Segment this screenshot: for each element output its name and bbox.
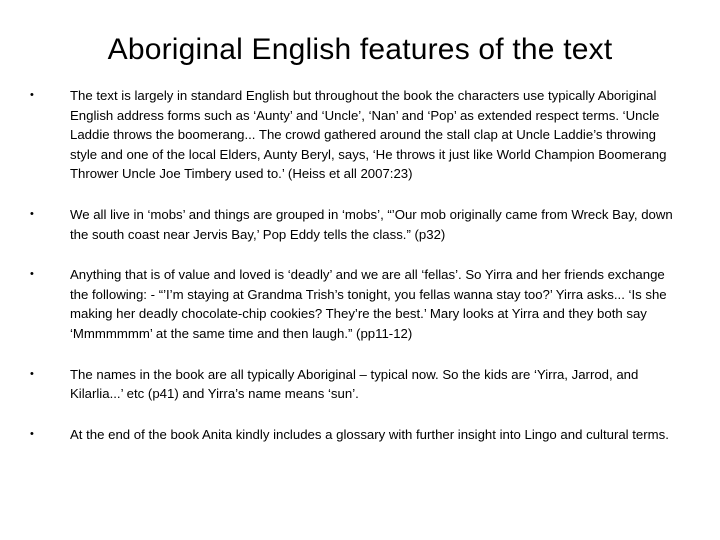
bullet-text: At the end of the book Anita kindly includes a glossary with further insight into Lingo and cultural terms. [70,426,669,442]
bullet-text: The names in the book are all typically Aboriginal – typical now. So the kids are ‘Yirra, Jarrod, and Kilarlia...’ etc (p41) and Yirra’s name means ‘sun’. [70,366,639,402]
bullet-list [30,86,685,465]
bullet-item-glossary [30,425,685,445]
bullet-dot-icon: • [30,367,34,380]
bullet-item-deadly-fellas [30,265,685,343]
bullet-item-address-forms [30,86,685,184]
bullet-text: We all live in ‘mobs’ and things are grouped in ‘mobs’, “’Our mob originally came from Wreck Bay, down the south coast near Jervis Bay,’ Pop Eddy tells the class.” (p32) [70,206,673,242]
bullet-dot-icon: • [30,89,34,101]
bullet-item-mobs [30,205,685,244]
bullet-dot-icon: • [30,207,34,220]
slide-title: Aboriginal English features of the text [107,33,613,66]
bullet-item-names [30,365,685,404]
bullet-dot-icon: • [30,268,34,281]
bullet-text: The text is largely in standard English but throughout the book the characters use typically Aboriginal English address forms such as ‘Aunty’ and ‘Uncle’, ‘Nan’ and ‘Pop’ as extended respect terms. ‘Uncle Laddie throws the boomerang... The crowd gathered around the stall clap at Uncle Laddie’s throwing style and one of the local Elders, Aunty Beryl, says, ‘He throws it just like World Champion Boomerang Thrower Uncle Joe Timbery used to.’ (Heiss et all 2007:23) [70,88,667,182]
bullet-text: Anything that is of value and loved is ‘deadly’ and we are all ‘fellas’. So Yirra and her friends exchange the following: - “’I’m staying at Grandma Trish’s tonight, you fellas wanna stay too?’ Yirra asks... ‘Is she making her deadly chocolate-chip cookies? They’re the best.’ Mary looks at Yirra and they both say ‘Mmmmmmm’ at the same time and then laugh.” (pp11-12) [70,267,667,341]
bullet-dot-icon: • [30,427,34,440]
